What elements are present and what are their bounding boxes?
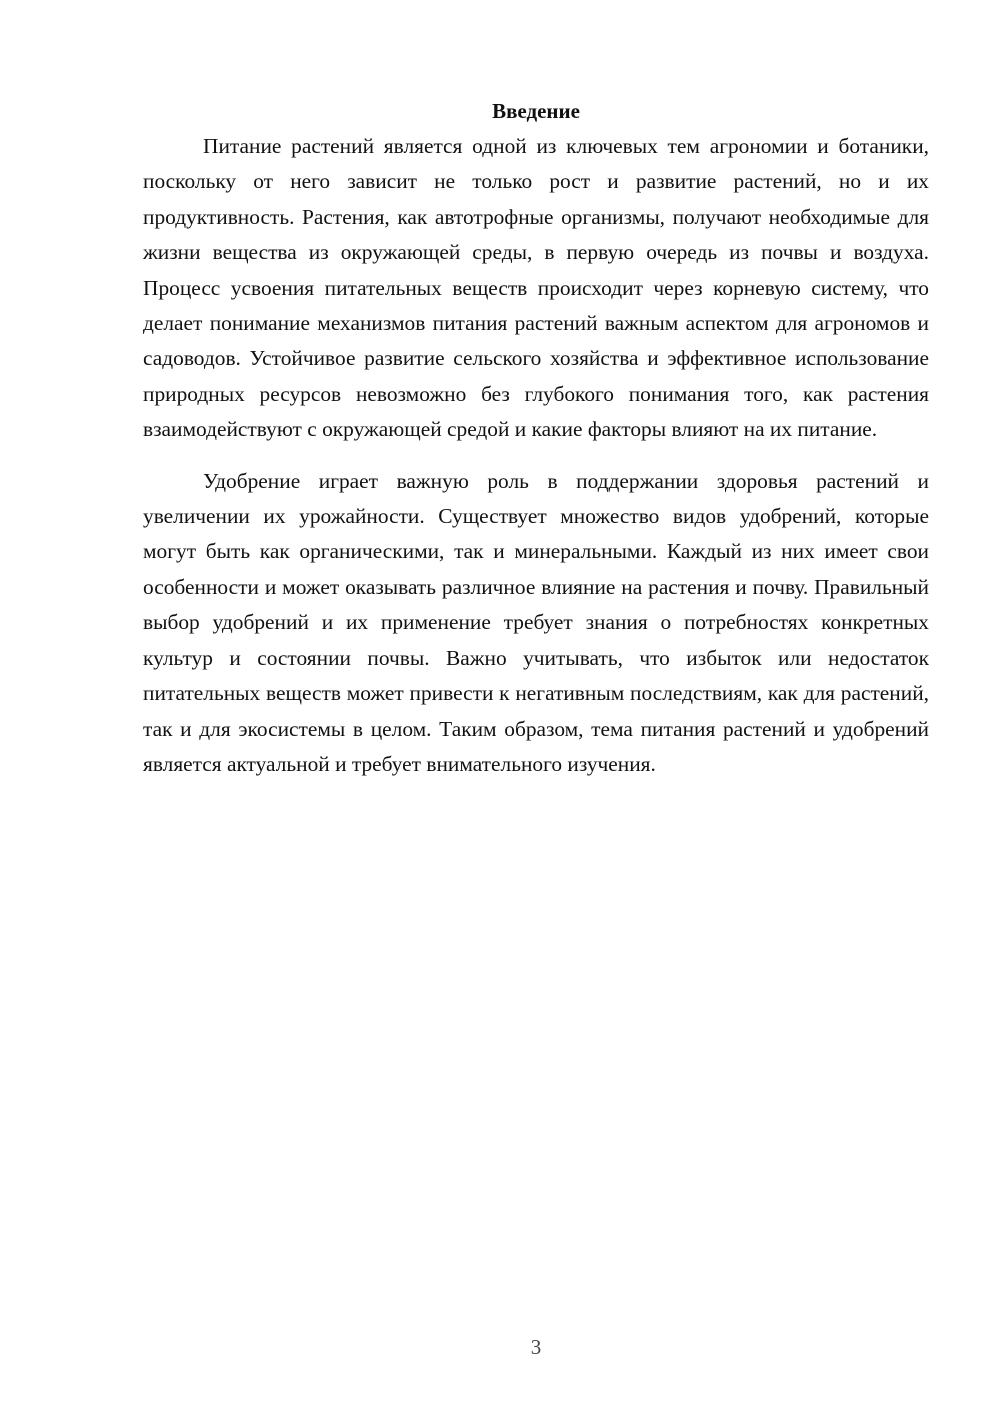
paragraph-1: Питание растений является одной из ключевых тем агрономии и ботаники, поскольку от него зависит не только рост и развитие растений, но и их продуктивность. Растения, как автотрофные организмы, получают необходимые для жизни вещества из окружающей среды, в первую очередь из почвы и воздуха. Процесс усвоения питательных веществ происходит через корневую систему, что делает понимание механизмов питания растений важным аспектом для агрономов и садоводов. Устойчивое развитие сельского хозяйства и эффективное использование природных ресурсов невозможно без глубокого понимания того, как растения взаимодействуют с окружающей средой и какие факторы влияют на их питание.	[143, 134, 929, 442]
page-number: 3	[530, 1335, 542, 1359]
section-heading: Введение	[492, 99, 580, 123]
page-content	[143, 96, 929, 782]
paragraph-2: Удобрение играет важную роль в поддержании здоровья растений и увеличении их урожайности. Существует множество видов удобрений, которые могут быть как органическими, так и минеральными. Каждый из них имеет свои особенности и может оказывать различное влияние на растения и почву. Правильный выбор удобрений и их применение требует знания о потребностях конкретных культур и состоянии почвы. Важно учитывать, что избыток или недостаток питательных веществ может привести к негативным последствиям, как для растений, так и для экосистемы в целом. Таким образом, тема питания растений и удобрений является актуальной и требует внимательного изучения.	[143, 468, 929, 776]
